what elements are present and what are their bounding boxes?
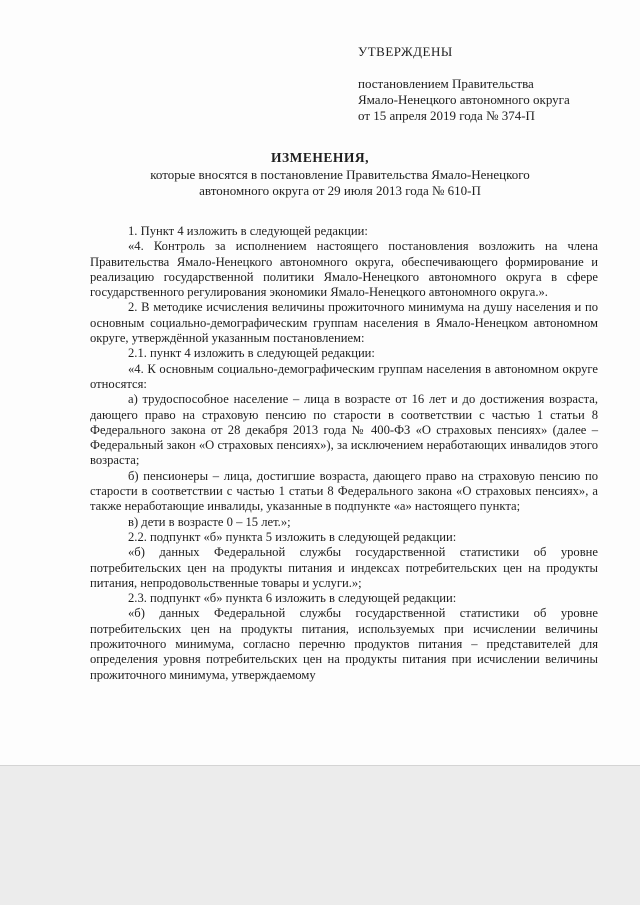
approval-line: от 15 апреля 2019 года № 374-П — [358, 108, 535, 123]
paragraph: а) трудоспособное население – лица в возрасте от 16 лет и до достижения возраста, дающего право на страховую пенсию по старости в соответствии с частью 1 статьи 8 Федерального закона от 28 декабря 2013 года № 400-ФЗ «О страховых пенсиях» (далее – Федеральный закон «О страховых пенсиях»), за исключением неработающих инвалидов этого возраста; — [90, 392, 598, 468]
approval-line: Ямало-Ненецкого автономного округа — [358, 92, 570, 107]
paragraph: 2.1. пункт 4 изложить в следующей редакции: — [128, 346, 375, 361]
approval-stamp — [358, 44, 570, 124]
paragraph: «б) данных Федеральной службы государственной статистики об уровне потребительских цен на продукты питания, используемых при исчислении величины прожиточного минимума, согласно перечню продуктов питания – представителей для определения уровня потребительских цен на продукты питания при исчислении величины прожиточного минимума, утверждаемому — [90, 606, 598, 682]
paragraph: «4. К основным социально-демографическим группам населения в автономном округе относятся: — [90, 361, 598, 391]
approval-heading: УТВЕРЖДЕНЫ — [358, 44, 453, 59]
paragraph: б) пенсионеры – лица, достигшие возраста, дающего право на страховую пенсию по старости в соответствии с частью 1 статьи 8 Федерального закона «О страховых пенсиях», а также неработающие инвалиды, указанные в подпункте «а» настоящего пункта; — [90, 468, 598, 514]
document-title: ИЗМЕНЕНИЯ, — [270, 150, 369, 165]
paragraph: в) дети в возрасте 0 – 15 лет.»; — [128, 514, 291, 529]
paragraph: 2.3. подпункт «б» пункта 6 изложить в следующей редакции: — [128, 591, 457, 606]
paragraph: 2.2. подпункт «б» пункта 5 изложить в следующей редакции: — [128, 529, 457, 544]
document-body — [90, 224, 598, 683]
subtitle-line: которые вносятся в постановление Правительства Ямало-Ненецкого — [150, 167, 530, 182]
document-subtitle — [0, 167, 640, 199]
paragraph: «4. Контроль за исполнением настоящего постановления возложить на члена Правительства Ямало-Ненецкого автономного округа, обеспечивающего формирование и реализацию государственной политики Ямало-Ненецкого автономного округа в сфере государственного регулирования экономики Ямало-Ненецкого автономного округа.». — [90, 239, 598, 300]
approval-line: постановлением Правительства — [358, 76, 534, 91]
subtitle-line: автономного округа от 29 июля 2013 года № 610-П — [199, 183, 481, 198]
paragraph: 1. Пункт 4 изложить в следующей редакции: — [128, 224, 368, 238]
paragraph: 2. В методике исчисления величины прожиточного минимума на душу населения и по основным социально-демографическим группам населения в Ямало-Ненецком автономном округе, утверждённой указанным постановлением: — [90, 300, 598, 346]
paragraph: «б) данных Федеральной службы государственной статистики об уровне потребительских цен на продукты питания и индексах потребительских цен на продукты питания, непродовольственные товары и услуги.»; — [90, 545, 598, 590]
